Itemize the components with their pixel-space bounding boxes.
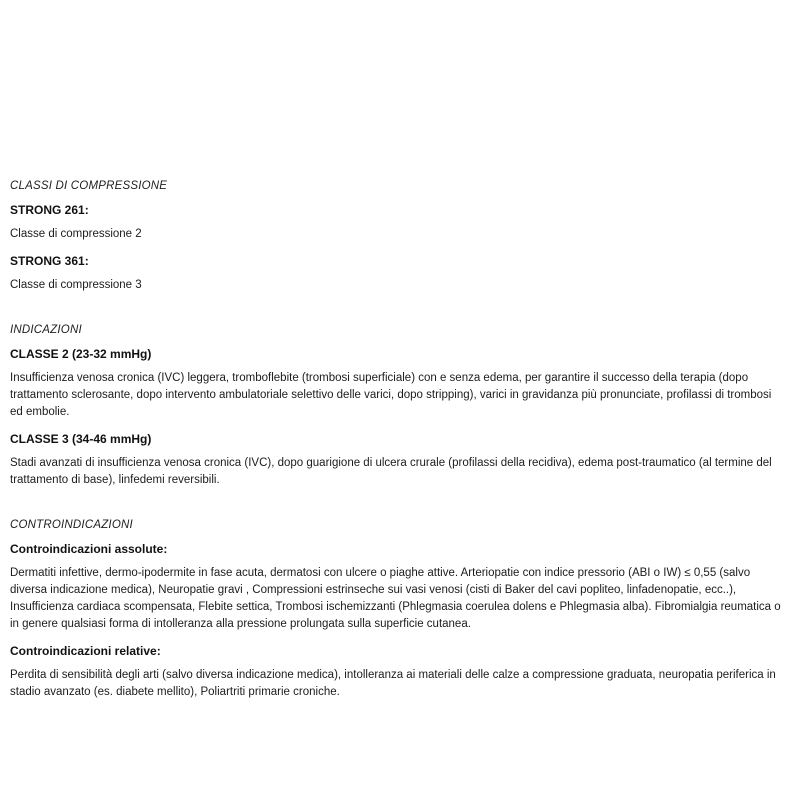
paragraph-strong-361-class: Classe di compressione 3 [10, 279, 142, 291]
subheading-strong-361: STRONG 361: [10, 254, 89, 268]
subheading-classe-3: CLASSE 3 (34-46 mmHg) [10, 432, 152, 446]
subheading-classe-2: CLASSE 2 (23-32 mmHg) [10, 347, 152, 361]
paragraph-classe-3-indications: Stadi avanzati di insufficienza venosa cronica (IVC), dopo guarigione di ulcera crurale (profilassi della recidiva), edema post-traumatico (al termine del trattamento di base), linfedemi reversibili. [10, 457, 772, 486]
section-heading-indicazioni: INDICAZIONI [10, 324, 82, 336]
section-heading-controindicazioni: CONTROINDICAZIONI [10, 519, 133, 531]
section-heading-classi-di-compressione: CLASSI DI COMPRESSIONE [10, 180, 168, 192]
subheading-controindicazioni-relative: Controindicazioni relative: [10, 644, 161, 658]
subheading-controindicazioni-assolute: Controindicazioni assolute: [10, 542, 168, 556]
paragraph-controindicazioni-assolute: Dermatiti infettive, dermo-ipodermite in fase acuta, dermatosi con ulcere o piaghe attive. Arteriopatie con indice pressorio (ABI o IW) ≤ 0,55 (salvo diversa indicazione medica), Neuropatie gravi , Compressioni estrinseche sui vasi venosi (cisti di Baker del cavi popliteo, linfadenopatie, ecc..), Insufficienza cardiaca scompensata, Flebite settica, Trombosi ischemizzanti (Phlegmasia coerulea dolens e Phlegmasia alba). Fibromialgia reumatica o in genere qualsiasi forma di intolleranza alla pressione prolungata sulla superficie cutanea. [10, 567, 781, 630]
paragraph-classe-2-indications: Insufficienza venosa cronica (IVC) leggera, tromboflebite (trombosi superficiale) con e senza edema, per garantire il successo della terapia (dopo trattamento sclerosante, dopo intervento ambulatoriale selettivo delle varici, dopo stripping), varici in gravidanza più pronunciate, profilassi di trombosi ed embolie. [10, 372, 772, 418]
section-indicazioni [10, 324, 782, 489]
section-classi-di-compressione [10, 180, 782, 294]
paragraph-strong-261-class: Classe di compressione 2 [10, 228, 142, 240]
section-controindicazioni [10, 519, 782, 701]
subheading-strong-261: STRONG 261: [10, 203, 89, 217]
paragraph-controindicazioni-relative: Perdita di sensibilità degli arti (salvo diversa indicazione medica), intolleranza ai materiali delle calze a compressione graduata, neuropatia periferica in stadio avanzato (es. diabete mellito), Poliartriti primarie croniche. [10, 669, 776, 698]
